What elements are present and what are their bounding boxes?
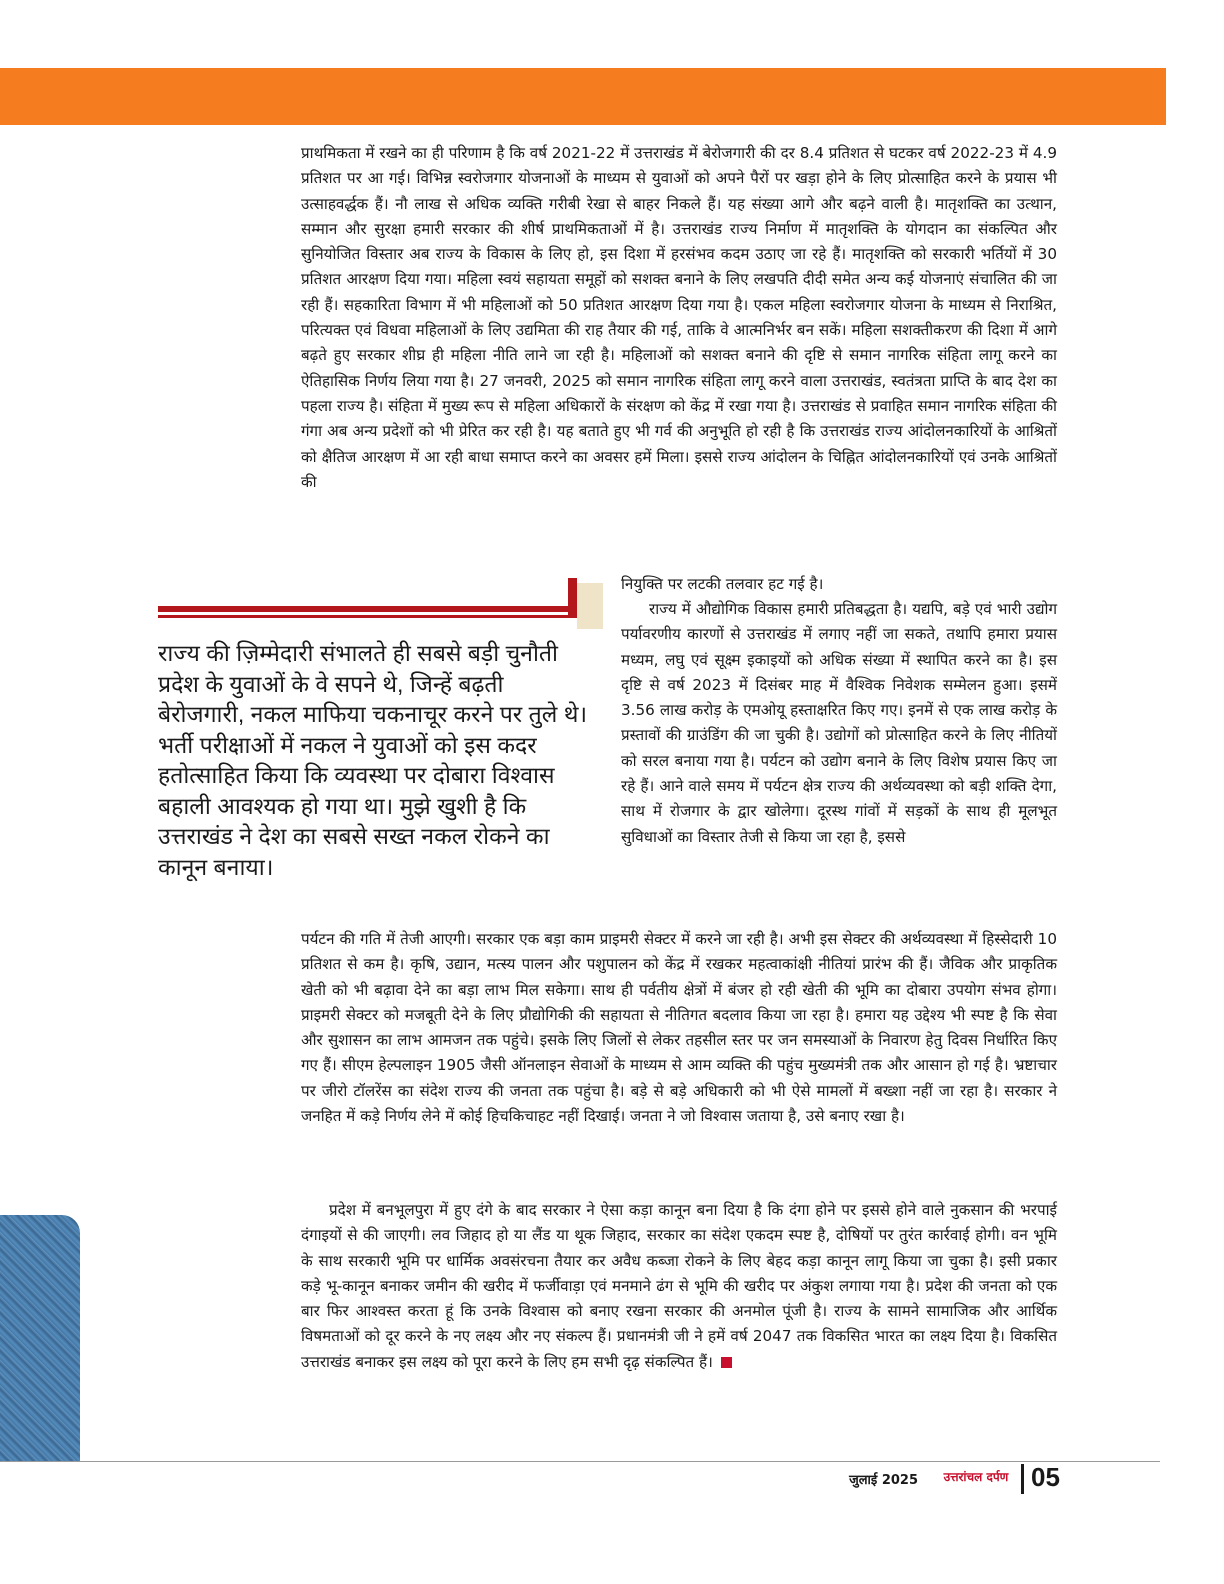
footer-rule xyxy=(0,1461,1160,1462)
header-band xyxy=(0,68,1166,125)
pull-quote-corner xyxy=(568,578,577,618)
article-paragraph: पर्यटन की गति में तेजी आएगी। सरकार एक बड़ा काम प्राइमरी सेक्टर में करने जा रही है। अभी इस सेक्टर की अर्थव्यवस्था में हिस्सेदारी 10 प्रतिशत से कम है। कृषि, उद्यान, मत्स्य पालन और पशुपालन को केंद्र में रखकर महत्वाकांक्षी नीतियां प्रारंभ की हैं। जैविक और प्राकृतिक खेती को भी बढ़ावा देने का बड़ा लाभ मिल सकेगा। साथ ही पर्वतीय क्षेत्रों में बंजर हो रही खेती की भूमि का दोबारा उपयोग संभव होगा। प्राइमरी सेक्टर को मजबूती देने के लिए प्रौद्योगिकी की सहायता से नीतिगत बदलाव किया जा रहा है। हमारा यह उद्देश्य भी स्पष्ट है कि सेवा और सुशासन का लाभ आमजन तक पहुंचे। इसके लिए जिलों से लेकर तहसील स्तर पर जन समस्याओं के निवारण हेतु दिवस निर्धारित किए गए हैं। सीएम हेल्पलाइन 1905 जैसी ऑनलाइन सेवाओं के माध्यम से आम व्यक्ति की पहुंच मुख्यमंत्री तक और आसान हो गई है। भ्रष्टाचार पर जीरो टॉलरेंस का संदेश राज्य की जनता तक पहुंचा है। बड़े से बड़े अधिकारी को भी ऐसे मामलों में बख्शा नहीं जा रहा है। सरकार ने जनहित में कड़े निर्णय लेने में कोई हिचकिचाहट नहीं दिखाई। जनता ने जो विश्वास जताया है, उसे बनाए रखा है। xyxy=(301,930,1057,1126)
footer-separator xyxy=(1021,1464,1024,1494)
article-paragraph-continuation: नियुक्ति पर लटकी तलवार हट गई है। xyxy=(621,575,824,593)
article-paragraph: प्राथमिकता में रखने का ही परिणाम है कि वर्ष 2021-22 में उत्तराखंड में बेरोजगारी की दर 8.4 प्रतिशत से घटकर वर्ष 2022-23 में 4.9 प्रतिशत पर आ गई। विभिन्न स्वरोजगार योजनाओं के माध्यम से युवाओं को अपने पैरों पर खड़ा होने के लिए प्रोत्साहित करने के प्रयास भी उत्साहवर्द्धक हैं। नौ लाख से अधिक व्यक्ति गरीबी रेखा से बाहर निकले हैं। यह संख्या आगे और बढ़ने वाली है। मातृशक्ति का उत्थान, सम्मान और सुरक्षा हमारी सरकार की शीर्ष प्राथमिकताओं में है। उत्तराखंड राज्य निर्माण में मातृशक्ति के योगदान का संकल्पित और सुनियोजित विस्तार अब राज्य के विकास के लिए हो, इस दिशा में हरसंभव कदम उठाए जा रहे हैं। मातृशक्ति को सरकारी भर्तियों में 30 प्रतिशत आरक्षण दिया गया। महिला स्वयं सहायता समूहों को सशक्त बनाने के लिए लखपति दीदी समेत अन्य कई योजनाएं संचालित की जा रही हैं। सहकारिता विभाग में भी महिलाओं को 50 प्रतिशत आरक्षण दिया गया है। एकल महिला स्वरोजगार योजना के माध्यम से निराश्रित, परित्यक्त एवं विधवा महिलाओं के लिए उद्यमिता की राह तैयार की गई, ताकि वे आत्मनिर्भर बन सकें। महिला सशक्तीकरण की दिशा में आगे बढ़ते हुए सरकार शीघ्र ही महिला नीति लाने जा रही है। महिलाओं को सशक्त बनाने की दृष्टि से समान नागरिक संहिता लागू करने का ऐतिहासिक निर्णय लिया गया है। 27 जनवरी, 2025 को समान नागरिक संहिता लागू करने वाला उत्तराखंड, स्वतंत्रता प्राप्ति के बाद देश का पहला राज्य है। संहिता में मुख्य रूप से महिला अधिकारों के संरक्षण को केंद्र में रखा गया है। उत्तराखंड से प्रवाहित समान नागरिक संहिता की गंगा अब अन्य प्रदेशों को भी प्रेरित कर रही है। यह बताते हुए भी गर्व की अनुभूति हो रही है कि उत्तराखंड राज्य आंदोलनकारियों के आश्रितों को क्षैतिज आरक्षण में आ रही बाधा समाप्त करने का अवसर हमें मिला। इससे राज्य आंदोलन के चिह्नित आंदोलनकारियों एवं उनके आश्रितों की xyxy=(301,144,1057,491)
pull-quote-rule-thin xyxy=(158,615,574,618)
page-number: 05 xyxy=(1031,1462,1060,1492)
final-paragraph-text: प्रदेश में बनभूलपुरा में हुए दंगे के बाद सरकार ने ऐसा कड़ा कानून बना दिया है कि दंगा होने पर इससे होने वाले नुकसान की भरपाई दंगाइयों से की जाएगी। लव जिहाद हो या लैंड या थूक जिहाद, सरकार का संदेश एकदम स्पष्ट है, दोषियों पर तुरंत कार्रवाई होगी। वन भूमि के साथ सरकारी भूमि पर धार्मिक अवसंरचना तैयार कर अवैध कब्जा रोकने के लिए बेहद कड़ा कानून लागू किया जा चुका है। इसी प्रकार कड़े भू-कानून बनाकर जमीन की खरीद में फर्जीवाड़ा एवं मनमाने ढंग से भूमि की खरीद पर अंकुश लगाया गया है। प्रदेश की जनता को एक बार फिर आश्वस्त करता हूं कि उनके विश्वास को बनाए रखना सरकार की अनमोल पूंजी है। राज्य के सामने सामाजिक और आर्थिक विषमताओं को दूर करने के नए लक्ष्य और नए संकल्प हैं। प्रधानमंत्री जी ने हमें वर्ष 2047 तक विकसित भारत का लक्ष्य दिया है। विकसित उत्तराखंड बनाकर इस लक्ष्य को पूरा करने के लिए हम सभी दृढ़ संकल्पित हैं। xyxy=(301,1201,1057,1371)
decorative-fabric-image xyxy=(0,1215,80,1461)
article-paragraph: राज्य में औद्योगिक विकास हमारी प्रतिबद्धता है। यद्यपि, बड़े एवं भारी उद्योग पर्यावरणीय कारणों से उत्तराखंड में लगाए नहीं जा सकते, तथापि हमारा प्रयास मध्यम, लघु एवं सूक्ष्म इकाइयों को अधिक संख्या में स्थापित करने का है। इस दृष्टि से वर्ष 2023 में दिसंबर माह में वैश्विक निवेशक सम्मेलन हुआ। इसमें 3.56 लाख करोड़ के एमओयू हस्ताक्षरित किए गए। इनमें से एक लाख करोड़ के प्रस्तावों की ग्राउंडिंग की जा चुकी है। उद्योगों को प्रोत्साहित करने के लिए नीतियों को सरल बनाया गया है। पर्यटन को उद्योग बनाने के लिए विशेष प्रयास किए जा रहे हैं। आने वाले समय में पर्यटन क्षेत्र राज्य की अर्थव्यवस्था को बड़ी शक्ति देगा, साथ में रोजगार के द्वार खोलेगा। दूरस्थ गांवों में सड़कों के साथ ही मूलभूत सुविधाओं का विस्तार तेजी से किया जा रहा है, इससे xyxy=(621,600,1057,846)
pull-quote-ornament xyxy=(577,583,603,629)
pull-quote: राज्य की ज़िम्मेदारी संभालते ही सबसे बड़ी चुनौती प्रदेश के युवाओं के वे सपने थे, जिन्हें बढ़ती बेरोजगारी, नकल माफिया चकनाचूर करने पर तुले थे। भर्ती परीक्षाओं में नकल ने युवाओं को इस कदर हतोत्साहित किया कि व्यवस्था पर दोबारा विश्वास बहाली आवश्यक हो गया था। मुझे खुशी है कि उत्तराखंड ने देश का सबसे सख्त नकल रोकने का कानून बनाया। xyxy=(158,640,588,880)
issue-date: जुलाई 2025 xyxy=(849,1473,918,1488)
end-of-article-mark xyxy=(721,1357,732,1368)
magazine-logo: उत्तरांचल दर्पण xyxy=(943,1470,1009,1484)
article-paragraph-final xyxy=(301,1198,1057,1375)
pull-quote-rule xyxy=(158,606,574,612)
